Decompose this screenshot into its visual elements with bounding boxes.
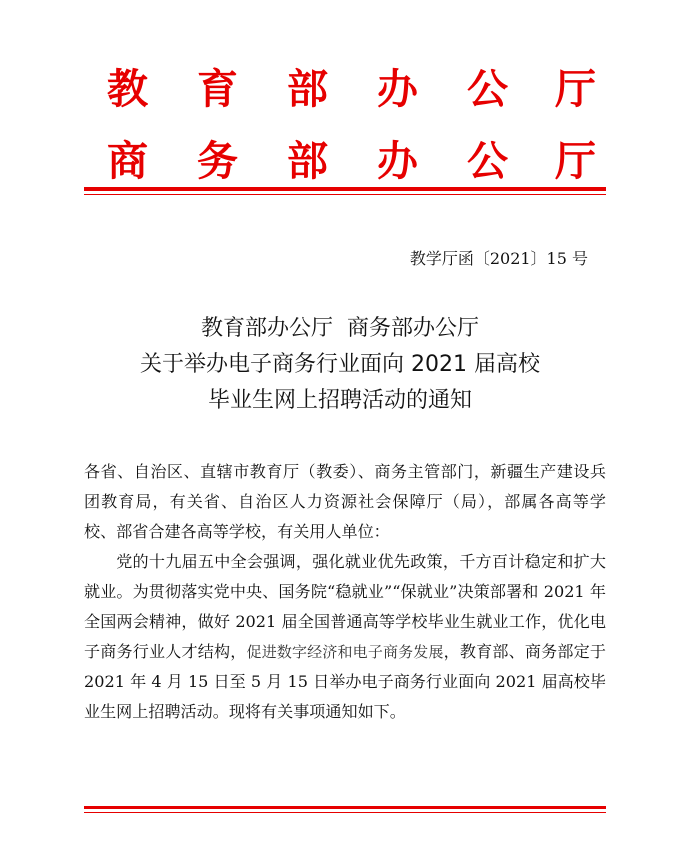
issuer-char: 厅	[555, 65, 596, 113]
title-line-2: 关于举办电子商务行业面向 2021 届高校	[140, 352, 540, 377]
issuer-line-education-ministry	[0, 58, 680, 120]
issuer-line-commerce-ministry	[0, 130, 680, 192]
document-body	[84, 457, 606, 727]
title-line-3: 毕业生网上招聘活动的通知	[207, 388, 472, 413]
paragraph-text: 党的十九届五中全会强调，强化就业优先政策，千方百计稳定和扩大就业。为贯彻落实党中央、国务院“稳就业”“保就业”决策部署和 2021 年全国两会精神，做好 2021 届全国普通高等学校毕业生就业工作，优化电子商务行业人才结构，	[84, 552, 606, 661]
issuer-char: 部	[287, 65, 328, 113]
issuer-char: 办	[377, 65, 418, 113]
footer-red-rule-thick	[84, 806, 606, 809]
handwritten-style-text: 促进数字经济和电子商务发展	[246, 643, 444, 661]
paragraph-text: ，教育部、商务部定于 2021 年 4 月 15 日至 5 月 15 日举办电子商务行业面向 2021 届高校毕业生网上招聘活动。现将有关事项通知如下。	[84, 642, 606, 721]
issuer-char: 办	[377, 137, 418, 185]
header-red-rule-thin	[84, 194, 606, 195]
issuer-char: 育	[197, 65, 238, 113]
issuer-char: 商	[107, 137, 148, 185]
addressee-paragraph: 各省、自治区、直辖市教育厅（教委）、商务主管部门，新疆生产建设兵团教育局，有关省、自治区人力资源社会保障厅（局），部属各高等学校、部省合建各高等学校，有关用人单位：	[84, 462, 606, 541]
footer-red-rule-thin	[84, 812, 606, 813]
issuer-char: 务	[197, 137, 238, 185]
title-line-1: 教育部办公厅 商务部办公厅	[201, 316, 479, 341]
header-red-rule-thick	[84, 187, 606, 191]
document-title	[0, 311, 680, 419]
issuer-char: 厅	[555, 137, 596, 185]
document-number: 教学厅函〔2021〕15 号	[409, 249, 588, 268]
issuer-char: 公	[467, 137, 508, 185]
issuer-char: 公	[467, 65, 508, 113]
body-paragraph-1	[84, 547, 606, 727]
issuer-char: 部	[287, 137, 328, 185]
issuer-char: 教	[107, 65, 148, 113]
